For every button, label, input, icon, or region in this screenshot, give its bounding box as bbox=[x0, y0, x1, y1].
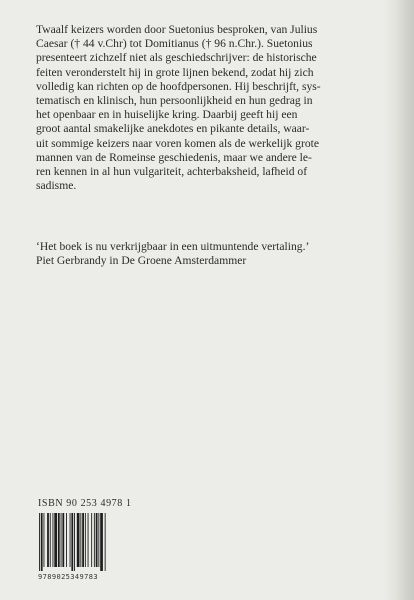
blurb-line: sadisme. bbox=[36, 179, 77, 193]
barcode-bar bbox=[82, 513, 84, 567]
barcode-number: 9789025349783 bbox=[38, 573, 98, 581]
quote-text: ‘Het boek is nu verkrijgbaar in een uitmuntende vertaling.’ bbox=[36, 240, 310, 253]
barcode-bar bbox=[77, 513, 80, 567]
spine-shadow bbox=[384, 0, 414, 600]
barcode-bar bbox=[96, 513, 98, 567]
blurb-line: tematisch en klinisch, hun persoonlijkheid en hun gedrag in bbox=[36, 94, 313, 108]
quote-source: Piet Gerbrandy in De Groene Amsterdammer bbox=[36, 254, 247, 268]
spine-edge bbox=[403, 0, 404, 600]
barcode-bar bbox=[54, 513, 57, 567]
blurb-line: groot aantal smakelijke anekdotes en pikante details, waar- bbox=[36, 122, 310, 136]
blurb-line: volledig kan richten op de hoofdpersonen. Hij beschrijft, sys- bbox=[36, 79, 321, 93]
barcode-bar bbox=[62, 513, 64, 567]
barcode-bar bbox=[71, 513, 73, 571]
blurb-line: Caesar († 44 v.Chr) tot Domitianus († 96 n.Chr.). Suetonius bbox=[36, 37, 313, 51]
barcode-bar bbox=[53, 513, 54, 567]
barcode-bar bbox=[61, 513, 62, 567]
barcode-bar bbox=[88, 513, 89, 567]
blurb-line: het openbaar en in huiselijke kring. Daarbij geeft hij een bbox=[36, 108, 298, 122]
blurb-line: Twaalf keizers worden door Suetonius besproken, van Julius bbox=[36, 23, 318, 36]
barcode-bar bbox=[91, 513, 92, 567]
barcode-bar bbox=[100, 513, 103, 571]
blurb-line: presenteert zichzelf niet als geschiedschrijver: de historische bbox=[36, 51, 317, 65]
barcode-bar bbox=[44, 513, 45, 567]
barcode-bar bbox=[98, 513, 99, 567]
barcode-bar bbox=[80, 513, 81, 567]
barcode-bar bbox=[94, 513, 95, 567]
blurb-line: ren kennen in al hun vulgariteit, achterbaksheid, lafheid of bbox=[36, 165, 308, 179]
review-quote bbox=[36, 240, 366, 268]
blurb-line: uit sommige keizers naar voren komen als de werkelijk grote bbox=[36, 136, 319, 150]
barcode-bar bbox=[50, 513, 51, 567]
barcode-bar bbox=[70, 513, 71, 567]
isbn-label: ISBN 90 253 4978 1 bbox=[38, 498, 132, 509]
barcode-icon bbox=[38, 513, 126, 571]
barcode-bar bbox=[105, 513, 106, 571]
blurb-text bbox=[36, 23, 370, 193]
blurb-line: mannen van de Romeinse geschiedenis, maar we andere le- bbox=[36, 150, 312, 164]
barcode-bar bbox=[41, 513, 43, 571]
barcode-bar bbox=[66, 513, 67, 567]
barcode-bar bbox=[58, 513, 60, 567]
blurb-line: feiten veronderstelt hij in grote lijnen bekend, zodat hij zich bbox=[36, 65, 314, 79]
barcode-bar bbox=[39, 513, 40, 571]
barcode-bar bbox=[74, 513, 75, 571]
barcode-bar bbox=[85, 513, 86, 567]
barcode-bar bbox=[47, 513, 49, 567]
